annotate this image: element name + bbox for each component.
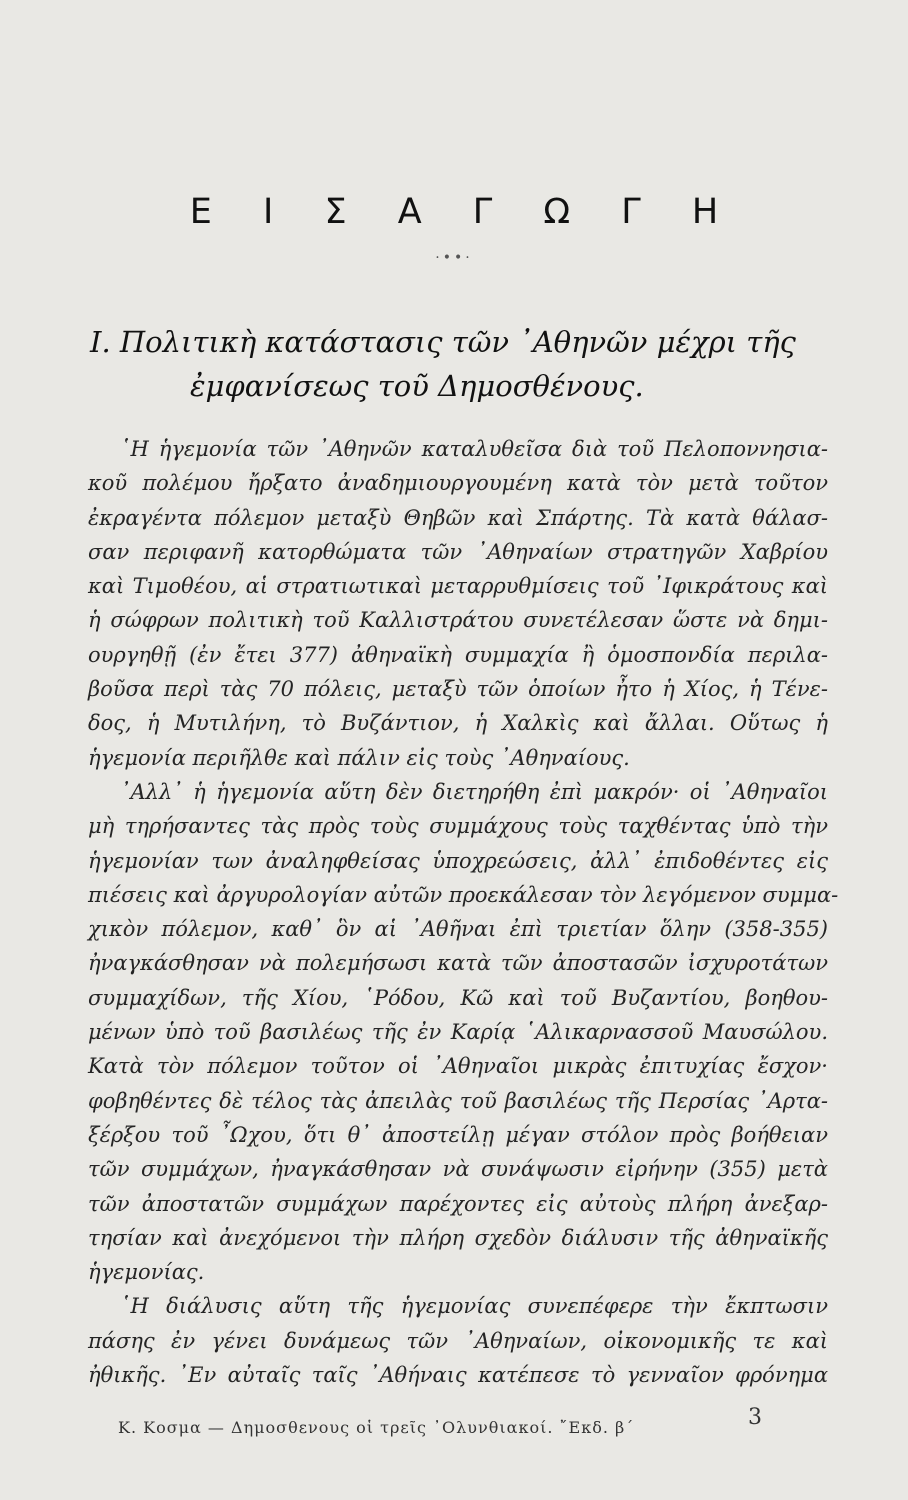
text-line: ἡγεμονία περιῆλθε καὶ πάλιν εἰς τοὺς ᾿Αθηναίους. (88, 745, 630, 770)
text-line: ἡ σώφρων πολιτικὴ τοῦ Καλλιστράτου συνετέλεσαν ὥστε νὰ δημι- (88, 608, 828, 633)
text-line: ἡγεμονίαν των ἀναληφθείσας ὑποχρεώσεις, ἀλλ᾿ ἐπιδοθέντες εἰς (88, 848, 828, 873)
title-ornament: ·••· (435, 250, 473, 266)
text-line: ἠθικῆς. ᾿Εν αὐταῖς ταῖς ᾿Αθήναις κατέπεσε τὸ γενναῖον φρόνημα (88, 1363, 828, 1388)
text-line: πάσης ἐν γένει δυνάμεως τῶν ᾿Αθηναίων, οἰκονομικῆς τε καὶ (88, 1328, 828, 1353)
text-line: Κατὰ τὸν πόλεμον τοῦτον οἱ ᾿Αθηναῖοι μικρὰς ἐπιτυχίας ἔσχον· (88, 1054, 828, 1079)
text-line: καὶ Τιμοθέου, αἱ στρατιωτικαὶ μεταρρυθμίσεις τοῦ ᾿Ιφικράτους καὶ (88, 574, 828, 599)
text-line: ᾿Αλλ᾿ ἡ ἡγεμονία αὕτη δὲν διετηρήθη ἐπὶ μακρόν· οἱ ᾿Αθηναῖοι (120, 779, 828, 804)
body-text (88, 432, 839, 1392)
text-line: ἠναγκάσθησαν νὰ πολεμήσωσι κατὰ τῶν ἀποστασῶν ἰσχυροτάτων (88, 951, 828, 976)
text-line: ἐκραγέντα πόλεμον μεταξὺ Θηβῶν καὶ Σπάρτης. Τὰ κατὰ θάλασ- (88, 505, 828, 530)
text-line: μένων ὑπὸ τοῦ βασιλέως τῆς ἐν Καρίᾳ ῾Αλικαρνασσοῦ Μαυσώλου. (88, 1020, 828, 1045)
text-line: ῾Η ἡγεμονία τῶν ᾿Αθηνῶν καταλυθεῖσα διὰ τοῦ Πελοποννησια- (120, 437, 828, 461)
section-heading-line-2: ἐμφανίσεως τοῦ Δημοσθένους. (190, 369, 644, 403)
chapter-title: Ε Ι Σ Α Γ Ω Γ Η (189, 192, 739, 232)
text-line: κοῦ πολέμου ἤρξατο ἀναδημιουργουμένη κατὰ τὸν μετὰ τοῦτον (88, 471, 828, 496)
section-heading-line-1: I. Πολιτικὴ κατάστασις τῶν ᾿Αθηνῶν μέχρι τῆς (90, 325, 796, 359)
text-line: μὴ τηρήσαντες τὰς πρὸς τοὺς συμμάχους τοὺς ταχθέντας ὑπὸ τὴν (88, 814, 828, 839)
page-number: 3 (748, 1405, 762, 1430)
text-line: ξέρξου τοῦ ῏Ωχου, ὅτι θ᾿ ἀποστείλῃ μέγαν στόλον πρὸς βοήθειαν (88, 1122, 828, 1147)
text-line: βοῦσα περὶ τὰς 70 πόλεις, μεταξὺ τῶν ὁποίων ἦτο ἡ Χίος, ἡ Τένε- (88, 677, 828, 702)
text-line: δος, ἡ Μυτιλήνη, τὸ Βυζάντιον, ἡ Χαλκὶς καὶ ἄλλαι. Οὕτως ἡ (88, 711, 828, 736)
page-footer (118, 1418, 818, 1437)
section-heading (90, 320, 830, 408)
text-line: τῶν συμμάχων, ἠναγκάσθησαν νὰ συνάψωσιν εἰρήνην (355) μετὰ (88, 1157, 828, 1182)
text-line: ουργηθῇ (ἐν ἔτει 377) ἀθηναϊκὴ συμμαχία ἢ ὁμοσπονδία περιλα- (88, 642, 828, 667)
text-line: χικὸν πόλεμον, καθ᾿ ὃν αἱ ᾿Αθῆναι ἐπὶ τριετίαν ὅλην (358-355) (88, 917, 828, 942)
footer-signature: Κ. Κοσμα — Δημοσθενους οἱ τρεῖς ᾿Ολυνθιακοί. ῎Εκδ. β΄ (118, 1418, 635, 1437)
text-line: σαν περιφανῆ κατορθώματα τῶν ᾿Αθηναίων στρατηγῶν Χαβρίου (88, 539, 828, 564)
text-line: φοβηθέντες δὲ τέλος τὰς ἀπειλὰς τοῦ βασιλέως τῆς Περσίας ᾿Αρτα- (88, 1088, 828, 1113)
text-line: τῶν ἀποστατῶν συμμάχων παρέχοντες εἰς αὐτοὺς πλήρη ἀνεξαρ- (88, 1191, 828, 1216)
text-line: πιέσεις καὶ ἀργυρολογίαν αὐτῶν προεκάλεσαν τὸν λεγόμενον συμμα- (88, 882, 839, 907)
text-line: συμμαχίδων, τῆς Χίου, ῾Ρόδου, Κῶ καὶ τοῦ Βυζαντίου, βοηθου- (88, 985, 828, 1010)
text-line: ῾Η διάλυσις αὕτη τῆς ἡγεμονίας συνεπέφερε τὴν ἔκπτωσιν (120, 1294, 828, 1319)
text-line: ἡγεμονίας. (88, 1260, 205, 1285)
text-line: τησίαν καὶ ἀνεχόμενοι τὴν πλήρη σχεδὸν διάλυσιν τῆς ἀθηναϊκῆς (88, 1225, 828, 1250)
